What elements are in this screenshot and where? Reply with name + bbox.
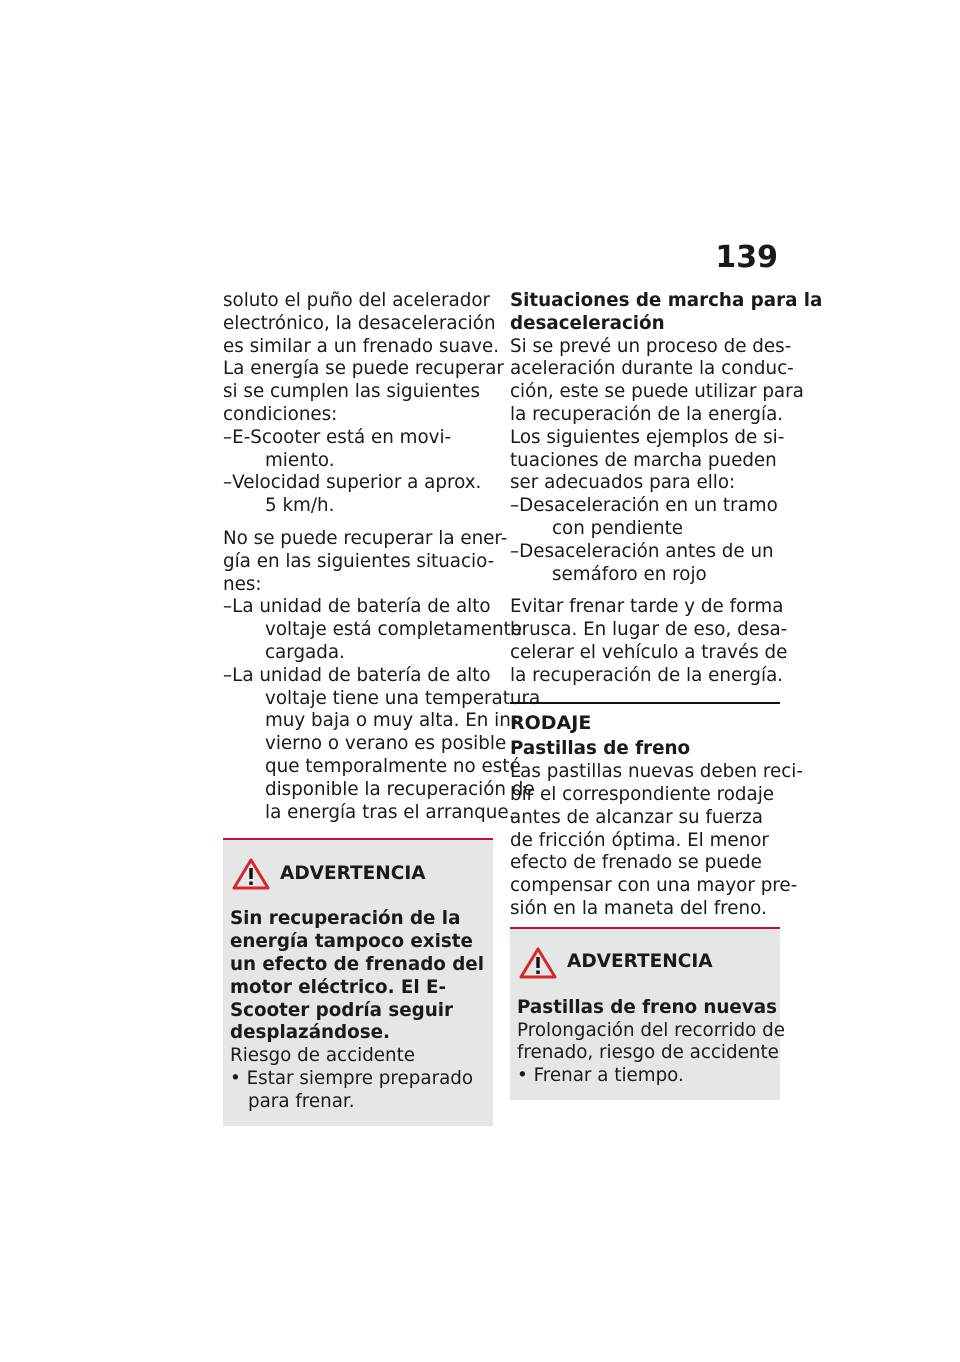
list-line: la energía tras el arranque.: [265, 801, 515, 823]
text-line: No se puede recuperar la ener-: [223, 527, 508, 549]
heading-line: desaceleración: [510, 312, 665, 334]
warning-line: motor eléctrico. El E-: [230, 976, 447, 998]
warning-line: desplazándose.: [230, 1022, 390, 1044]
warning-header: [232, 858, 485, 890]
avoid-paragraph: [510, 596, 788, 687]
text-line: gía en las siguientes situacio-: [223, 550, 495, 572]
warning-action: • Frenar a tiempo.: [517, 1065, 684, 1087]
warning-action: para frenar.: [248, 1090, 355, 1112]
section-title: RODAJE: [510, 711, 592, 734]
situation-item: [223, 596, 522, 664]
list-line: disponible la recuperación de: [265, 778, 535, 800]
list-line: con pendiente: [552, 517, 684, 539]
not-recover-paragraph: [223, 527, 508, 596]
text-line: nes:: [223, 573, 262, 595]
list-line: 5 km/h.: [265, 495, 335, 517]
intro-paragraph: [223, 290, 504, 427]
example-item: [510, 495, 780, 541]
rodaje-paragraph: [510, 761, 803, 921]
list-line: miento.: [265, 449, 335, 471]
list-line: que temporalmente no esté: [265, 755, 521, 777]
warning-line: Prolongación del recorrido de: [517, 1019, 785, 1041]
list-line: voltaje está completamente: [265, 619, 522, 641]
warning-title: ADVERTENCIA: [280, 862, 426, 884]
section-divider: [510, 702, 780, 704]
text-line: Los siguientes ejemplos de si-: [510, 426, 785, 448]
text-line: electrónico, la desaceleración: [223, 312, 496, 334]
warning-triangle-icon: [232, 858, 270, 890]
list-line: semáforo en rojo: [552, 563, 707, 585]
text-line: la recuperación de la energía.: [510, 403, 784, 425]
text-line: es similar a un frenado suave.: [223, 335, 500, 357]
warning-line: Scooter podría seguir: [230, 999, 454, 1021]
list-line: –La unidad de batería de alto: [223, 664, 491, 686]
list-line: –La unidad de batería de alto: [223, 596, 491, 618]
list-line: vierno o verano es posible: [265, 733, 507, 755]
warning-box-brake-pads: [510, 927, 785, 1100]
warning-line: un efecto de frenado del: [230, 953, 484, 975]
text-line: Evitar frenar tarde y de forma: [510, 596, 784, 618]
text-line: La energía se puede recuperar: [223, 358, 504, 380]
warning-triangle-icon: [519, 947, 557, 979]
list-line: voltaje tiene una temperatura: [265, 687, 541, 709]
list-line: –Velocidad superior a aprox.: [223, 472, 482, 494]
list-line: muy baja o muy alta. En in-: [265, 710, 518, 732]
left-column: [223, 290, 541, 1126]
text-line: ser adecuados para ello:: [510, 472, 736, 494]
text-line: celerar el vehículo a través de: [510, 641, 788, 663]
text-line: si se cumplen las siguientes: [223, 381, 481, 403]
text-line: ción, este se puede utilizar para: [510, 381, 804, 403]
list-line: –E-Scooter está en movi-: [223, 426, 452, 448]
text-line: aceleración durante la conduc-: [510, 358, 794, 380]
warning-risk: Riesgo de accidente: [230, 1045, 416, 1067]
warning-line: Sin recuperación de la: [230, 908, 461, 930]
list-line: –Desaceleración antes de un: [510, 540, 774, 562]
warning-line: Pastillas de freno nuevas: [517, 996, 777, 1018]
warning-line: energía tampoco existe: [230, 931, 473, 953]
text-line: soluto el puño del acelerador: [223, 290, 491, 311]
right-column: [510, 290, 823, 1100]
text-line: antes de alcanzar su fuerza: [510, 806, 763, 828]
text-line: tuaciones de marcha pueden: [510, 449, 777, 471]
heading-line: Situaciones de marcha para la: [510, 290, 823, 311]
condition-item: [223, 427, 493, 473]
example-item: [510, 541, 780, 587]
condition-item: [223, 472, 493, 518]
body-paragraph: [510, 335, 804, 496]
text-line: Si se prevé un proceso de des-: [510, 335, 792, 357]
text-line: Las pastillas nuevas deben reci-: [510, 761, 803, 783]
text-line: brusca. En lugar de eso, desa-: [510, 619, 788, 641]
page-number: 139: [715, 240, 778, 275]
text-line: bir el correspondiente rodaje: [510, 783, 775, 805]
warning-box-recuperation: [223, 838, 493, 1125]
text-line: la recuperación de la energía.: [510, 664, 784, 686]
subheading: Pastillas de freno: [510, 738, 691, 760]
text-line: sión en la maneta del freno.: [510, 897, 767, 919]
warning-title: ADVERTENCIA: [567, 951, 713, 973]
section-heading: [510, 290, 823, 336]
text-line: compensar con una mayor pre-: [510, 875, 798, 897]
situation-item: [223, 664, 541, 825]
list-line: cargada.: [265, 641, 345, 663]
text-line: condiciones:: [223, 403, 338, 425]
text-line: efecto de frenado se puede: [510, 852, 762, 874]
list-line: –Desaceleración en un tramo: [510, 495, 778, 517]
text-line: de fricción óptima. El menor: [510, 829, 769, 851]
warning-line: frenado, riesgo de accidente: [517, 1042, 779, 1064]
warning-action: • Estar siempre preparado: [230, 1067, 474, 1089]
warning-header: [519, 947, 772, 979]
